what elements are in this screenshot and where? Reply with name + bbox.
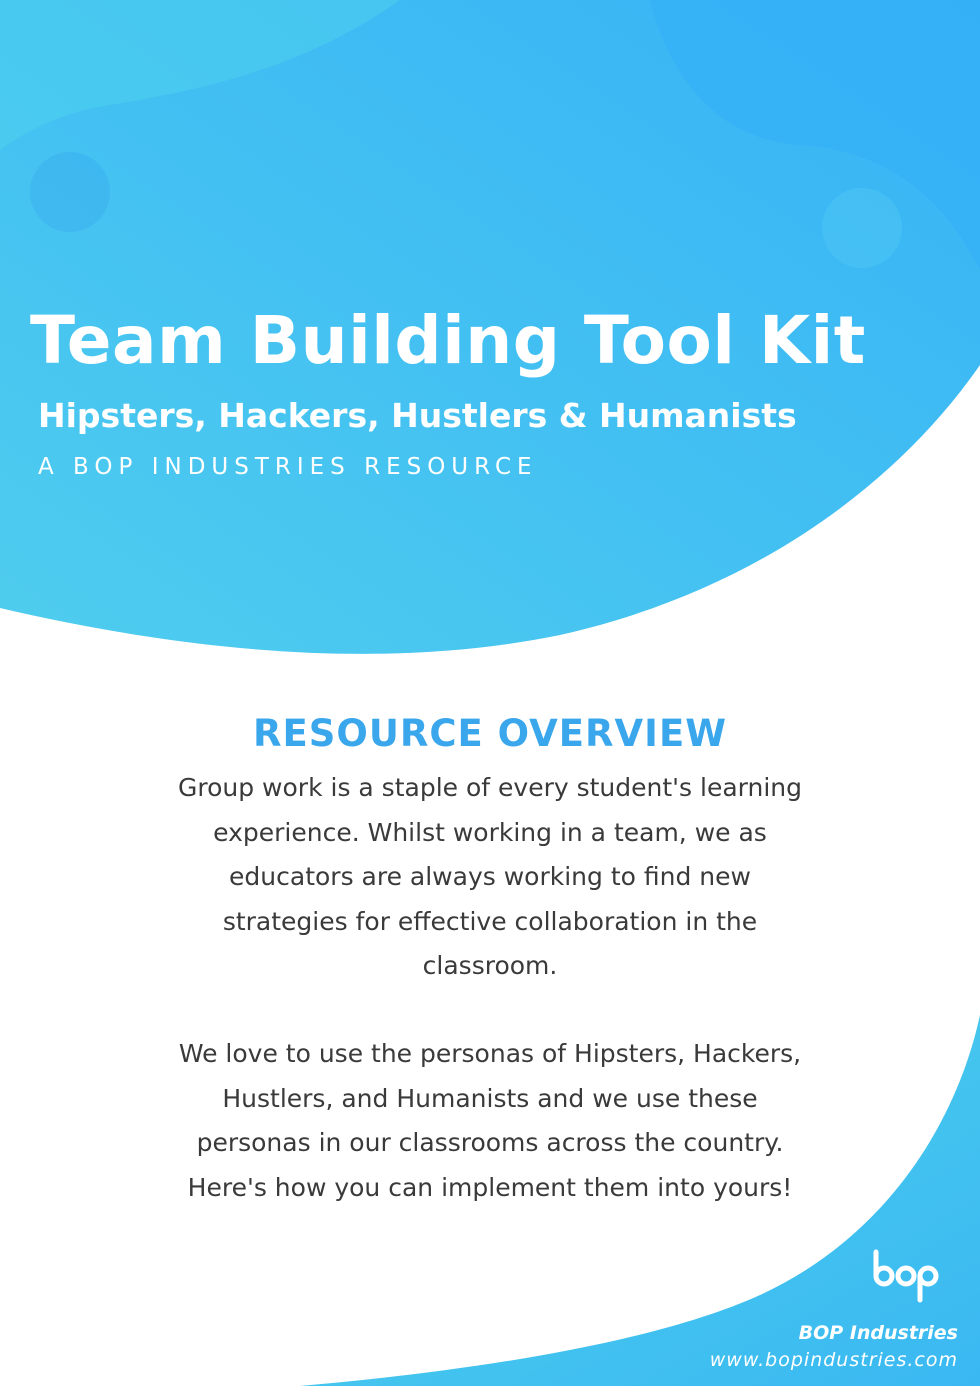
overview-heading: RESOURCE OVERVIEW [252, 712, 728, 755]
overview-paragraph-1: Group work is a staple of every student's learning experience. Whilst working in a team, we as educators are always working to find new strategies for effective collaboration in the classroom. [178, 773, 802, 980]
page-subtitle: Hipsters, Hackers, Hustlers & Humanists [38, 396, 797, 435]
brand-name: BOP Industries [798, 1322, 958, 1344]
resource-kicker: A BOP INDUSTRIES RESOURCE [38, 454, 538, 480]
decor-circle-left [30, 152, 110, 232]
bop-logo-icon [868, 1248, 944, 1316]
page-title: Team Building Tool Kit [30, 302, 866, 379]
brand-url[interactable]: www.bopindustries.com [709, 1349, 958, 1371]
overview-paragraph-2: We love to use the personas of Hipsters, Hackers, Hustlers, and Humanists and we use these personas in our classrooms across the country. Here's how you can implement them into yours! [178, 1039, 802, 1202]
decor-circle-right [822, 188, 902, 268]
